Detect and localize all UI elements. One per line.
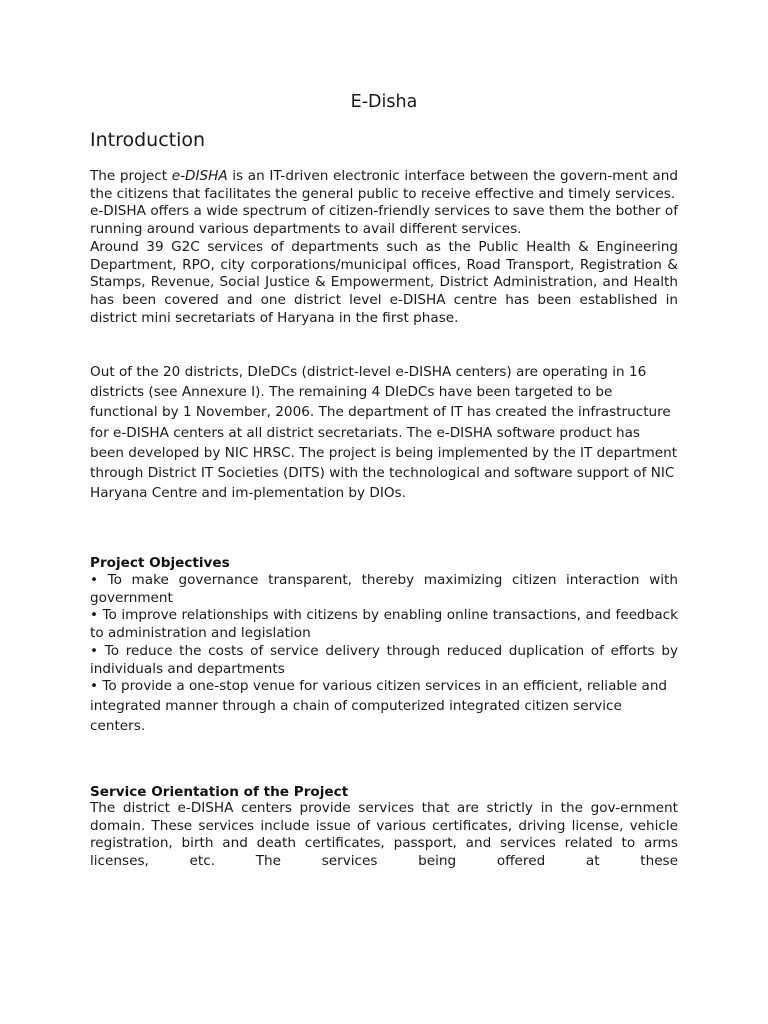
service-orientation-heading: Service Orientation of the Project: [90, 784, 349, 800]
intro-paragraph-1: [90, 168, 678, 203]
objective-item-4: • To provide a one-stop venue for various citizen services in an efficient, reliable and integrated manner through a chain of computerized integrated citizen service centers.: [90, 678, 668, 735]
introduction-heading: Introduction: [90, 129, 206, 151]
intro-p1-text-start: The project: [90, 168, 172, 184]
intro-paragraph-3: Around 39 G2C services of departments such as the Public Health & Engineering Department, RPO, city corporations/municipal offices, Road Transport, Registration & Stamps, Revenue, Social Justice & Empowerment, District Administration, and Health has been covered and one district level e-DISHA centre has been established in district mini secretariats of Haryana in the first phase.: [90, 238, 678, 326]
project-name: e-DISHA: [171, 168, 228, 184]
service-paragraph-1: The district e-DISHA centers provide services that are strictly in the gov-ernment domain. These services include issue of various certificates, driving license, vehicle registration, birth and death certificates, passport, and services related to arms licenses, etc. The services being offered at these: [90, 800, 678, 870]
document-title: E-Disha: [350, 92, 418, 112]
objective-item: • To reduce the costs of service delivery through reduced duplication of efforts by individuals and departments: [90, 642, 678, 677]
objectives-list: [90, 572, 678, 678]
objective-item: • To make governance transparent, thereby maximizing citizen interaction with government: [90, 572, 678, 606]
intro-p1-text-end: is an IT-driven electronic interface between the govern-ment and the citizens that facilitates the general public to receive effective and timely services.: [90, 168, 678, 202]
introduction-dense-block: [90, 168, 678, 327]
intro-paragraph-2: e-DISHA offers a wide spectrum of citizen-friendly services to save them the bother of running around various departments to avail different services.: [90, 203, 678, 238]
service-orientation-text: [90, 800, 678, 871]
objectives-heading: Project Objectives: [90, 555, 230, 571]
objective-item: • To improve relationships with citizens by enabling online transactions, and feedback to administration and legislation: [90, 607, 678, 642]
intro-paragraph-4: Out of the 20 districts, DIeDCs (district-level e-DISHA centers) are operating in 16 districts (see Annexure I). The remaining 4 DIeDCs have been targeted to be functional by 1 November, 2006. The department of IT has created the infrastructure for e-DISHA centers at all district secretariats. The e-DISHA software product has been developed by NIC HRSC. The project is being implemented by the IT department through District IT Societies (DITS) with the technological and software support of NIC Haryana Centre and im-plementation by DIOs.: [90, 364, 678, 502]
